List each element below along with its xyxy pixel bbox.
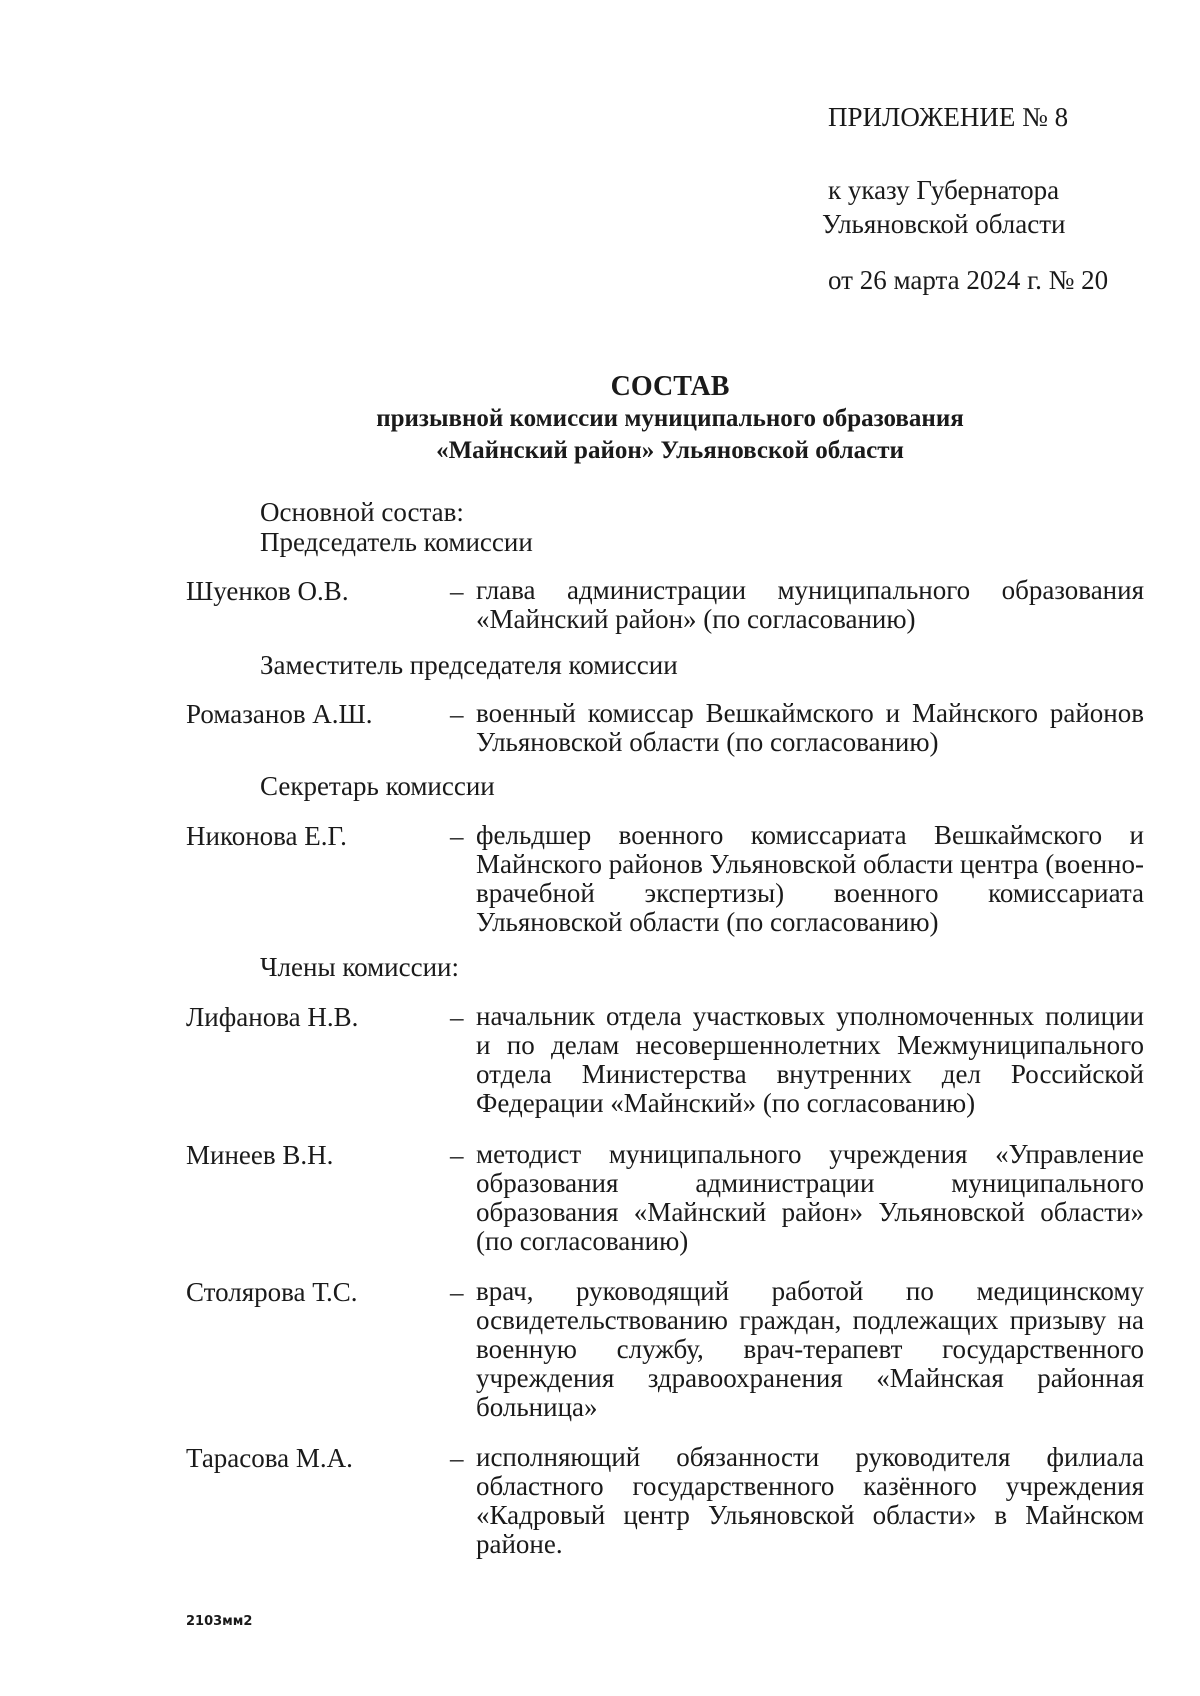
section-deputy: Заместитель председателя комиссии [260, 650, 678, 680]
member-name: Шуенков О.В. [186, 576, 349, 606]
member-role: врач, руководящий работой по медицинскому освидетельствованию граждан, подлежащих призыву на военную службу, врач-терапевт государственного учреждения здравоохранения «Майнская районная больница» [476, 1276, 1144, 1422]
member-name: Ромазанов А.Ш. [186, 699, 373, 729]
member-dash: – [450, 1443, 464, 1473]
decree-reference-line1: к указу Губернатора [828, 175, 1060, 205]
member-dash: – [450, 1140, 464, 1170]
member-dash: – [450, 1277, 464, 1307]
member-name: Тарасова М.А. [186, 1443, 353, 1473]
member-dash: – [450, 1002, 464, 1032]
section-main-composition: Основной состав: [260, 497, 464, 527]
appendix-label: ПРИЛОЖЕНИЕ № 8 [828, 102, 1069, 132]
member-role: военный комиссар Вешкаймского и Майнского районов Ульяновской области (по согласованию) [476, 698, 1144, 757]
member-dash: – [450, 576, 464, 606]
member-role: исполняющий обязанности руководителя филиала областного государственного казённого учреждения «Кадровый центр Ульяновской области» в Майнском районе. [476, 1442, 1144, 1559]
member-name: Столярова Т.С. [186, 1277, 358, 1307]
member-role: начальник отдела участковых уполномоченных полиции и по делам несовершеннолетних Межмуниципального отдела Министерства внутренних дел Российской Федерации «Майнский» (по согласованию) [476, 1001, 1144, 1118]
document-title: СОСТАВ [610, 371, 730, 402]
member-dash: – [450, 699, 464, 729]
member-role: глава администрации муниципального образования «Майнский район» (по согласованию) [476, 575, 1144, 634]
footer-document-code: 2103мм2 [186, 1614, 253, 1629]
member-role: фельдшер военного комиссариата Вешкаймского и Майнского районов Ульяновской области центра (военно-врачебной экспертизы) военного комиссариата Ульяновской области (по согласованию) [476, 820, 1144, 937]
member-name: Никонова Е.Г. [186, 821, 347, 851]
document-subtitle-line1: призывной комиссии муниципального образования [376, 405, 964, 432]
member-dash: – [450, 821, 464, 851]
document-subtitle-line2: «Майнский район» Ульяновской области [436, 437, 904, 464]
member-role: методист муниципального учреждения «Управление образования администрации муниципального образования «Майнский район» Ульяновской области» (по согласованию) [476, 1139, 1144, 1256]
decree-date-number: от 26 марта 2024 г. № 20 [828, 265, 1109, 295]
member-name: Лифанова Н.В. [186, 1002, 359, 1032]
section-chairman: Председатель комиссии [260, 527, 533, 557]
section-secretary: Секретарь комиссии [260, 771, 495, 801]
decree-reference-line2: Ульяновской области [822, 209, 1066, 239]
section-members: Члены комиссии: [260, 952, 459, 982]
member-name: Минеев В.Н. [186, 1140, 334, 1170]
